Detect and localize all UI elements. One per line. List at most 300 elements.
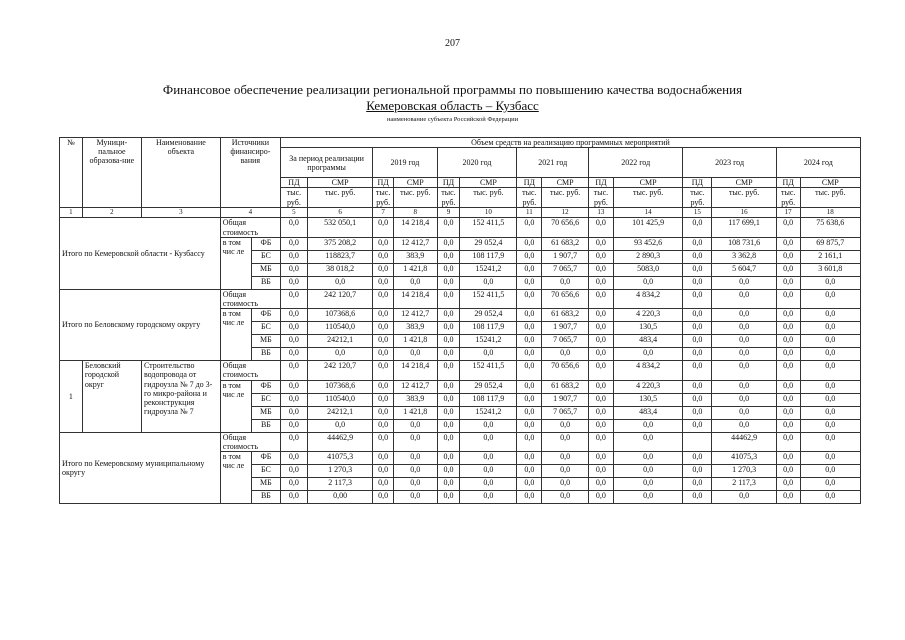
value-cell: 0,0 bbox=[437, 393, 460, 406]
value-cell: 0,0 bbox=[373, 218, 394, 237]
value-cell: 0,0 bbox=[683, 218, 712, 237]
value-cell: 4 834,2 bbox=[613, 361, 683, 380]
value-cell: 0,0 bbox=[373, 250, 394, 263]
value-cell: 0,0 bbox=[800, 477, 860, 490]
value-cell: 0,0 bbox=[588, 322, 613, 335]
source-mb-label: МБ bbox=[251, 263, 280, 276]
header-unit-pd: тыс. руб. bbox=[280, 188, 307, 208]
value-cell: 0,0 bbox=[588, 309, 613, 322]
table-row bbox=[60, 361, 861, 380]
value-cell: 0,0 bbox=[394, 419, 438, 432]
value-cell: 0,0 bbox=[280, 289, 307, 308]
value-cell: 383,9 bbox=[394, 250, 438, 263]
value-cell: 0,0 bbox=[280, 419, 307, 432]
value-cell: 0,0 bbox=[517, 250, 542, 263]
value-cell: 0,0 bbox=[712, 393, 776, 406]
value-cell: 0,0 bbox=[460, 490, 517, 503]
table-row bbox=[60, 432, 861, 451]
column-index: 4 bbox=[220, 208, 280, 218]
value-cell: 101 425,9 bbox=[613, 218, 683, 237]
column-index: 13 bbox=[588, 208, 613, 218]
column-index: 9 bbox=[437, 208, 460, 218]
value-cell: 0,0 bbox=[800, 419, 860, 432]
header-unit-smr: тыс. руб. bbox=[307, 188, 372, 208]
value-cell: 0,0 bbox=[517, 348, 542, 361]
value-cell: 0,0 bbox=[683, 237, 712, 250]
value-cell: 0,0 bbox=[613, 451, 683, 464]
value-cell: 0,0 bbox=[683, 419, 712, 432]
including-label: в том чис ле bbox=[220, 451, 251, 503]
value-cell: 0,0 bbox=[613, 477, 683, 490]
value-cell: 15241,2 bbox=[460, 335, 517, 348]
including-label: в том чис ле bbox=[220, 237, 251, 289]
value-cell: 130,5 bbox=[613, 322, 683, 335]
group-label: Итого по Кемеровскому муниципальному округу bbox=[60, 432, 221, 503]
value-cell: 108 117,9 bbox=[460, 322, 517, 335]
header-pd: ПД bbox=[517, 178, 542, 188]
value-cell: 0,0 bbox=[588, 490, 613, 503]
value-cell: 0,0 bbox=[800, 393, 860, 406]
value-cell: 0,0 bbox=[437, 380, 460, 393]
value-cell: 0,0 bbox=[517, 380, 542, 393]
value-cell: 0,0 bbox=[460, 348, 517, 361]
value-cell: 0,0 bbox=[280, 380, 307, 393]
value-cell: 0,0 bbox=[517, 263, 542, 276]
value-cell: 0,0 bbox=[712, 348, 776, 361]
value-cell: 0,0 bbox=[776, 361, 800, 380]
value-cell: 0,0 bbox=[776, 406, 800, 419]
value-cell: 5 604,7 bbox=[712, 263, 776, 276]
value-cell: 2 117,3 bbox=[712, 477, 776, 490]
header-unit-pd: тыс. руб. bbox=[437, 188, 460, 208]
header-sources: Источники финансиро-вания bbox=[220, 138, 280, 208]
value-cell: 7 065,7 bbox=[542, 263, 589, 276]
value-cell: 0,0 bbox=[683, 361, 712, 380]
value-cell: 0,0 bbox=[776, 322, 800, 335]
value-cell: 1 907,7 bbox=[542, 250, 589, 263]
header-unit-pd: тыс. руб. bbox=[588, 188, 613, 208]
value-cell: 70 656,6 bbox=[542, 218, 589, 237]
header-smr: СМР bbox=[542, 178, 589, 188]
group-label: Итого по Кемеровской области - Кузбассу bbox=[60, 218, 221, 289]
value-cell: 0,0 bbox=[776, 289, 800, 308]
value-cell: 0,0 bbox=[280, 361, 307, 380]
value-cell: 0,0 bbox=[280, 432, 307, 451]
value-cell: 0,0 bbox=[776, 218, 800, 237]
table-row bbox=[60, 218, 861, 237]
value-cell: 0,0 bbox=[683, 380, 712, 393]
value-cell: 0,0 bbox=[683, 464, 712, 477]
value-cell: 0,0 bbox=[373, 263, 394, 276]
column-index: 14 bbox=[613, 208, 683, 218]
value-cell: 0,0 bbox=[373, 477, 394, 490]
header-pd: ПД bbox=[373, 178, 394, 188]
value-cell: 29 052,4 bbox=[460, 309, 517, 322]
header-year-2022: 2022 год bbox=[588, 148, 682, 178]
header-unit-smr: тыс. руб. bbox=[712, 188, 776, 208]
value-cell: 0,0 bbox=[373, 348, 394, 361]
value-cell: 0,0 bbox=[437, 263, 460, 276]
value-cell: 24212,1 bbox=[307, 406, 372, 419]
value-cell: 0,0 bbox=[683, 263, 712, 276]
value-cell: 14 218,4 bbox=[394, 361, 438, 380]
header-unit-smr: тыс. руб. bbox=[800, 188, 860, 208]
value-cell: 0,0 bbox=[588, 464, 613, 477]
value-cell: 0,0 bbox=[373, 237, 394, 250]
header-unit-pd: тыс. руб. bbox=[517, 188, 542, 208]
header-year-2021: 2021 год bbox=[517, 148, 589, 178]
value-cell: 15241,2 bbox=[460, 263, 517, 276]
value-cell: 70 656,6 bbox=[542, 361, 589, 380]
value-cell: 0,0 bbox=[373, 419, 394, 432]
value-cell: 383,9 bbox=[394, 322, 438, 335]
value-cell: 0,0 bbox=[517, 335, 542, 348]
header-unit-smr: тыс. руб. bbox=[542, 188, 589, 208]
value-cell: 0,0 bbox=[683, 322, 712, 335]
value-cell: 0,0 bbox=[613, 464, 683, 477]
source-mb-label: МБ bbox=[251, 477, 280, 490]
value-cell: 0,0 bbox=[437, 276, 460, 289]
source-mb-label: МБ bbox=[251, 335, 280, 348]
value-cell: 0,0 bbox=[373, 393, 394, 406]
value-cell: 61 683,2 bbox=[542, 380, 589, 393]
header-pd: ПД bbox=[280, 178, 307, 188]
value-cell: 0,0 bbox=[776, 419, 800, 432]
value-cell: 0,0 bbox=[712, 406, 776, 419]
value-cell: 0,0 bbox=[394, 432, 438, 451]
subject-name: Кемеровская область – Кузбасс bbox=[366, 98, 539, 113]
source-vb-label: ВБ bbox=[251, 419, 280, 432]
value-cell: 0,0 bbox=[517, 419, 542, 432]
value-cell: 3 601,8 bbox=[800, 263, 860, 276]
value-cell: 0,0 bbox=[683, 250, 712, 263]
value-cell: 2 161,1 bbox=[800, 250, 860, 263]
value-cell: 0,0 bbox=[373, 464, 394, 477]
value-cell: 0,0 bbox=[280, 335, 307, 348]
value-cell: 0,0 bbox=[800, 289, 860, 308]
value-cell: 0,0 bbox=[542, 432, 589, 451]
value-cell: 0,0 bbox=[712, 335, 776, 348]
value-cell: 0,0 bbox=[394, 348, 438, 361]
column-index: 3 bbox=[141, 208, 220, 218]
value-cell: 0,0 bbox=[683, 406, 712, 419]
value-cell: 0,0 bbox=[460, 419, 517, 432]
header-year-2023: 2023 год bbox=[683, 148, 776, 178]
value-cell: 0,0 bbox=[588, 477, 613, 490]
group-label: Итого по Беловскому городскому округу bbox=[60, 289, 221, 360]
source-bs-label: БС bbox=[251, 393, 280, 406]
value-cell: 0,0 bbox=[588, 348, 613, 361]
value-cell: 0,0 bbox=[776, 276, 800, 289]
value-cell: 75 638,6 bbox=[800, 218, 860, 237]
value-cell: 0,0 bbox=[517, 451, 542, 464]
value-cell: 0,0 bbox=[776, 393, 800, 406]
value-cell: 0,0 bbox=[437, 250, 460, 263]
value-cell: 0,0 bbox=[373, 432, 394, 451]
header-unit-pd: тыс. руб. bbox=[373, 188, 394, 208]
value-cell: 0,0 bbox=[437, 335, 460, 348]
value-cell: 152 411,5 bbox=[460, 361, 517, 380]
value-cell: 242 120,7 bbox=[307, 289, 372, 308]
value-cell: 0,0 bbox=[712, 309, 776, 322]
value-cell: 0,0 bbox=[588, 263, 613, 276]
value-cell: 15241,2 bbox=[460, 406, 517, 419]
value-cell: 0,0 bbox=[517, 393, 542, 406]
value-cell: 1 907,7 bbox=[542, 393, 589, 406]
header-smr: СМР bbox=[307, 178, 372, 188]
source-mb-label: МБ bbox=[251, 406, 280, 419]
value-cell: 44462,9 bbox=[712, 432, 776, 451]
value-cell: 0,0 bbox=[373, 289, 394, 308]
value-cell: 0,0 bbox=[776, 432, 800, 451]
value-cell: 0,0 bbox=[373, 451, 394, 464]
value-cell: 0,0 bbox=[437, 348, 460, 361]
column-index: 12 bbox=[542, 208, 589, 218]
value-cell: 0,0 bbox=[800, 432, 860, 451]
value-cell: 0,0 bbox=[683, 393, 712, 406]
value-cell: 0,0 bbox=[800, 361, 860, 380]
value-cell: 1 270,3 bbox=[307, 464, 372, 477]
source-vb-label: ВБ bbox=[251, 276, 280, 289]
value-cell: 110540,0 bbox=[307, 322, 372, 335]
value-cell: 0,0 bbox=[776, 490, 800, 503]
value-cell: 0,0 bbox=[542, 276, 589, 289]
value-cell: 4 834,2 bbox=[613, 289, 683, 308]
value-cell: 0,0 bbox=[394, 276, 438, 289]
total-cost-label: Общая стоимость bbox=[220, 289, 280, 308]
value-cell: 0,0 bbox=[437, 451, 460, 464]
value-cell: 532 050,1 bbox=[307, 218, 372, 237]
value-cell: 0,0 bbox=[588, 406, 613, 419]
header-smr: СМР bbox=[613, 178, 683, 188]
value-cell: 0,0 bbox=[394, 490, 438, 503]
value-cell: 242 120,7 bbox=[307, 361, 372, 380]
value-cell: 0,0 bbox=[712, 361, 776, 380]
value-cell: 0,0 bbox=[683, 335, 712, 348]
header-unit-pd: тыс. руб. bbox=[683, 188, 712, 208]
value-cell: 4 220,3 bbox=[613, 309, 683, 322]
value-cell: 0,0 bbox=[800, 380, 860, 393]
value-cell: 0,0 bbox=[712, 490, 776, 503]
value-cell: 0,0 bbox=[373, 490, 394, 503]
value-cell: 0,0 bbox=[588, 393, 613, 406]
header-object: Наименование объекта bbox=[141, 138, 220, 208]
value-cell: 0,0 bbox=[280, 464, 307, 477]
value-cell: 0,0 bbox=[373, 322, 394, 335]
header-smr: СМР bbox=[712, 178, 776, 188]
source-fb-label: ФБ bbox=[251, 380, 280, 393]
value-cell: 0,0 bbox=[776, 309, 800, 322]
financing-table bbox=[59, 137, 861, 504]
value-cell: 0,0 bbox=[712, 289, 776, 308]
header-smr: СМР bbox=[460, 178, 517, 188]
value-cell: 0,0 bbox=[373, 335, 394, 348]
value-cell: 0,0 bbox=[712, 322, 776, 335]
source-fb-label: ФБ bbox=[251, 237, 280, 250]
value-cell: 0,0 bbox=[460, 276, 517, 289]
value-cell: 0,0 bbox=[517, 477, 542, 490]
value-cell: 0,0 bbox=[776, 380, 800, 393]
value-cell: 0,0 bbox=[373, 361, 394, 380]
value-cell bbox=[683, 432, 712, 451]
column-index: 18 bbox=[800, 208, 860, 218]
value-cell: 0,0 bbox=[307, 419, 372, 432]
value-cell: 0,0 bbox=[437, 432, 460, 451]
header-year-2020: 2020 год bbox=[437, 148, 517, 178]
value-cell: 0,0 bbox=[517, 490, 542, 503]
value-cell: 0,0 bbox=[613, 432, 683, 451]
value-cell: 0,0 bbox=[542, 419, 589, 432]
value-cell: 0,0 bbox=[776, 335, 800, 348]
value-cell: 0,0 bbox=[437, 218, 460, 237]
value-cell: 0,0 bbox=[800, 276, 860, 289]
header-no: № bbox=[60, 138, 83, 208]
value-cell: 29 052,4 bbox=[460, 237, 517, 250]
value-cell: 0,0 bbox=[800, 451, 860, 464]
value-cell: 44462,9 bbox=[307, 432, 372, 451]
value-cell: 0,0 bbox=[588, 432, 613, 451]
value-cell: 0,0 bbox=[683, 276, 712, 289]
value-cell: 14 218,4 bbox=[394, 289, 438, 308]
value-cell: 0,0 bbox=[683, 451, 712, 464]
value-cell: 0,0 bbox=[394, 477, 438, 490]
value-cell: 0,0 bbox=[588, 218, 613, 237]
header-unit-smr: тыс. руб. bbox=[460, 188, 517, 208]
value-cell: 0,0 bbox=[588, 380, 613, 393]
value-cell: 93 452,6 bbox=[613, 237, 683, 250]
value-cell: 130,5 bbox=[613, 393, 683, 406]
value-cell: 0,0 bbox=[460, 451, 517, 464]
value-cell: 0,0 bbox=[613, 348, 683, 361]
value-cell: 70 656,6 bbox=[542, 289, 589, 308]
value-cell: 0,0 bbox=[437, 490, 460, 503]
column-index: 16 bbox=[712, 208, 776, 218]
value-cell: 12 412,7 bbox=[394, 237, 438, 250]
value-cell: 0,0 bbox=[776, 250, 800, 263]
column-index: 15 bbox=[683, 208, 712, 218]
source-vb-label: ВБ bbox=[251, 348, 280, 361]
value-cell: 0,0 bbox=[542, 348, 589, 361]
value-cell: 0,0 bbox=[280, 406, 307, 419]
column-index: 2 bbox=[82, 208, 141, 218]
value-cell: 0,0 bbox=[307, 348, 372, 361]
value-cell: 0,0 bbox=[588, 237, 613, 250]
value-cell: 0,0 bbox=[517, 361, 542, 380]
value-cell: 0,0 bbox=[437, 289, 460, 308]
value-cell: 0,0 bbox=[683, 348, 712, 361]
header-period: За период реализации программы bbox=[280, 148, 372, 178]
value-cell: 1 270,3 bbox=[712, 464, 776, 477]
value-cell: 0,0 bbox=[307, 276, 372, 289]
value-cell: 1 421,8 bbox=[394, 335, 438, 348]
header-pd: ПД bbox=[437, 178, 460, 188]
value-cell: 0,0 bbox=[712, 380, 776, 393]
value-cell: 0,0 bbox=[517, 237, 542, 250]
value-cell: 69 875,7 bbox=[800, 237, 860, 250]
value-cell: 0,0 bbox=[588, 451, 613, 464]
value-cell: 0,0 bbox=[517, 276, 542, 289]
header-year-2019: 2019 год bbox=[373, 148, 437, 178]
value-cell: 0,0 bbox=[776, 451, 800, 464]
value-cell: 0,0 bbox=[517, 464, 542, 477]
including-label: в том чис ле bbox=[220, 309, 251, 361]
value-cell: 2 117,3 bbox=[307, 477, 372, 490]
value-cell: 117 699,1 bbox=[712, 218, 776, 237]
value-cell: 0,0 bbox=[280, 309, 307, 322]
header-smr: СМР bbox=[800, 178, 860, 188]
value-cell: 0,0 bbox=[800, 322, 860, 335]
value-cell: 110540,0 bbox=[307, 393, 372, 406]
value-cell: 0,0 bbox=[280, 393, 307, 406]
value-cell: 0,0 bbox=[613, 490, 683, 503]
value-cell: 0,0 bbox=[800, 406, 860, 419]
value-cell: 2 890,3 bbox=[613, 250, 683, 263]
value-cell: 5083,0 bbox=[613, 263, 683, 276]
value-cell: 0,0 bbox=[517, 432, 542, 451]
value-cell: 0,0 bbox=[373, 406, 394, 419]
value-cell: 0,0 bbox=[776, 348, 800, 361]
total-cost-label: Общая стоимость bbox=[220, 361, 280, 380]
value-cell: 152 411,5 bbox=[460, 289, 517, 308]
value-cell: 29 052,4 bbox=[460, 380, 517, 393]
value-cell: 0,0 bbox=[588, 419, 613, 432]
table-row bbox=[60, 289, 861, 308]
header-pd: ПД bbox=[683, 178, 712, 188]
value-cell: 0,0 bbox=[542, 451, 589, 464]
value-cell: 0,0 bbox=[280, 218, 307, 237]
value-cell: 0,0 bbox=[437, 406, 460, 419]
column-index: 8 bbox=[394, 208, 438, 218]
value-cell: 383,9 bbox=[394, 393, 438, 406]
value-cell: 0,0 bbox=[712, 419, 776, 432]
value-cell: 14 218,4 bbox=[394, 218, 438, 237]
value-cell: 0,0 bbox=[613, 276, 683, 289]
value-cell: 107368,6 bbox=[307, 380, 372, 393]
value-cell: 0,0 bbox=[517, 406, 542, 419]
column-index: 17 bbox=[776, 208, 800, 218]
column-index: 1 bbox=[60, 208, 83, 218]
value-cell: 108 117,9 bbox=[460, 393, 517, 406]
value-cell: 0,0 bbox=[776, 237, 800, 250]
document-title: Финансовое обеспечение реализации региональной программы по повышению качества водоснабжения bbox=[162, 82, 743, 97]
total-cost-label: Общая стоимость bbox=[220, 218, 280, 237]
value-cell: 4 220,3 bbox=[613, 380, 683, 393]
value-cell: 0,0 bbox=[800, 335, 860, 348]
source-bs-label: БС bbox=[251, 322, 280, 335]
value-cell: 3 362,8 bbox=[712, 250, 776, 263]
object-name: Строительство водопровода от гидроузла № 7 до 3-го микро-района и реконструкция гидроузла № 7 bbox=[141, 361, 220, 432]
value-cell: 0,0 bbox=[280, 451, 307, 464]
value-cell: 0,0 bbox=[800, 490, 860, 503]
row-number: 1 bbox=[60, 361, 83, 432]
value-cell: 0,0 bbox=[683, 309, 712, 322]
value-cell: 0,0 bbox=[460, 432, 517, 451]
value-cell: 0,0 bbox=[588, 289, 613, 308]
header-unit-pd: тыс. руб. bbox=[776, 188, 800, 208]
header-unit-smr: тыс. руб. bbox=[394, 188, 438, 208]
value-cell: 483,4 bbox=[613, 406, 683, 419]
column-index: 6 bbox=[307, 208, 372, 218]
value-cell: 0,00 bbox=[307, 490, 372, 503]
value-cell: 0,0 bbox=[542, 477, 589, 490]
value-cell: 41075,3 bbox=[307, 451, 372, 464]
column-index: 5 bbox=[280, 208, 307, 218]
value-cell: 0,0 bbox=[280, 250, 307, 263]
value-cell: 7 065,7 bbox=[542, 406, 589, 419]
value-cell: 0,0 bbox=[776, 263, 800, 276]
value-cell: 1 421,8 bbox=[394, 406, 438, 419]
value-cell: 0,0 bbox=[542, 464, 589, 477]
